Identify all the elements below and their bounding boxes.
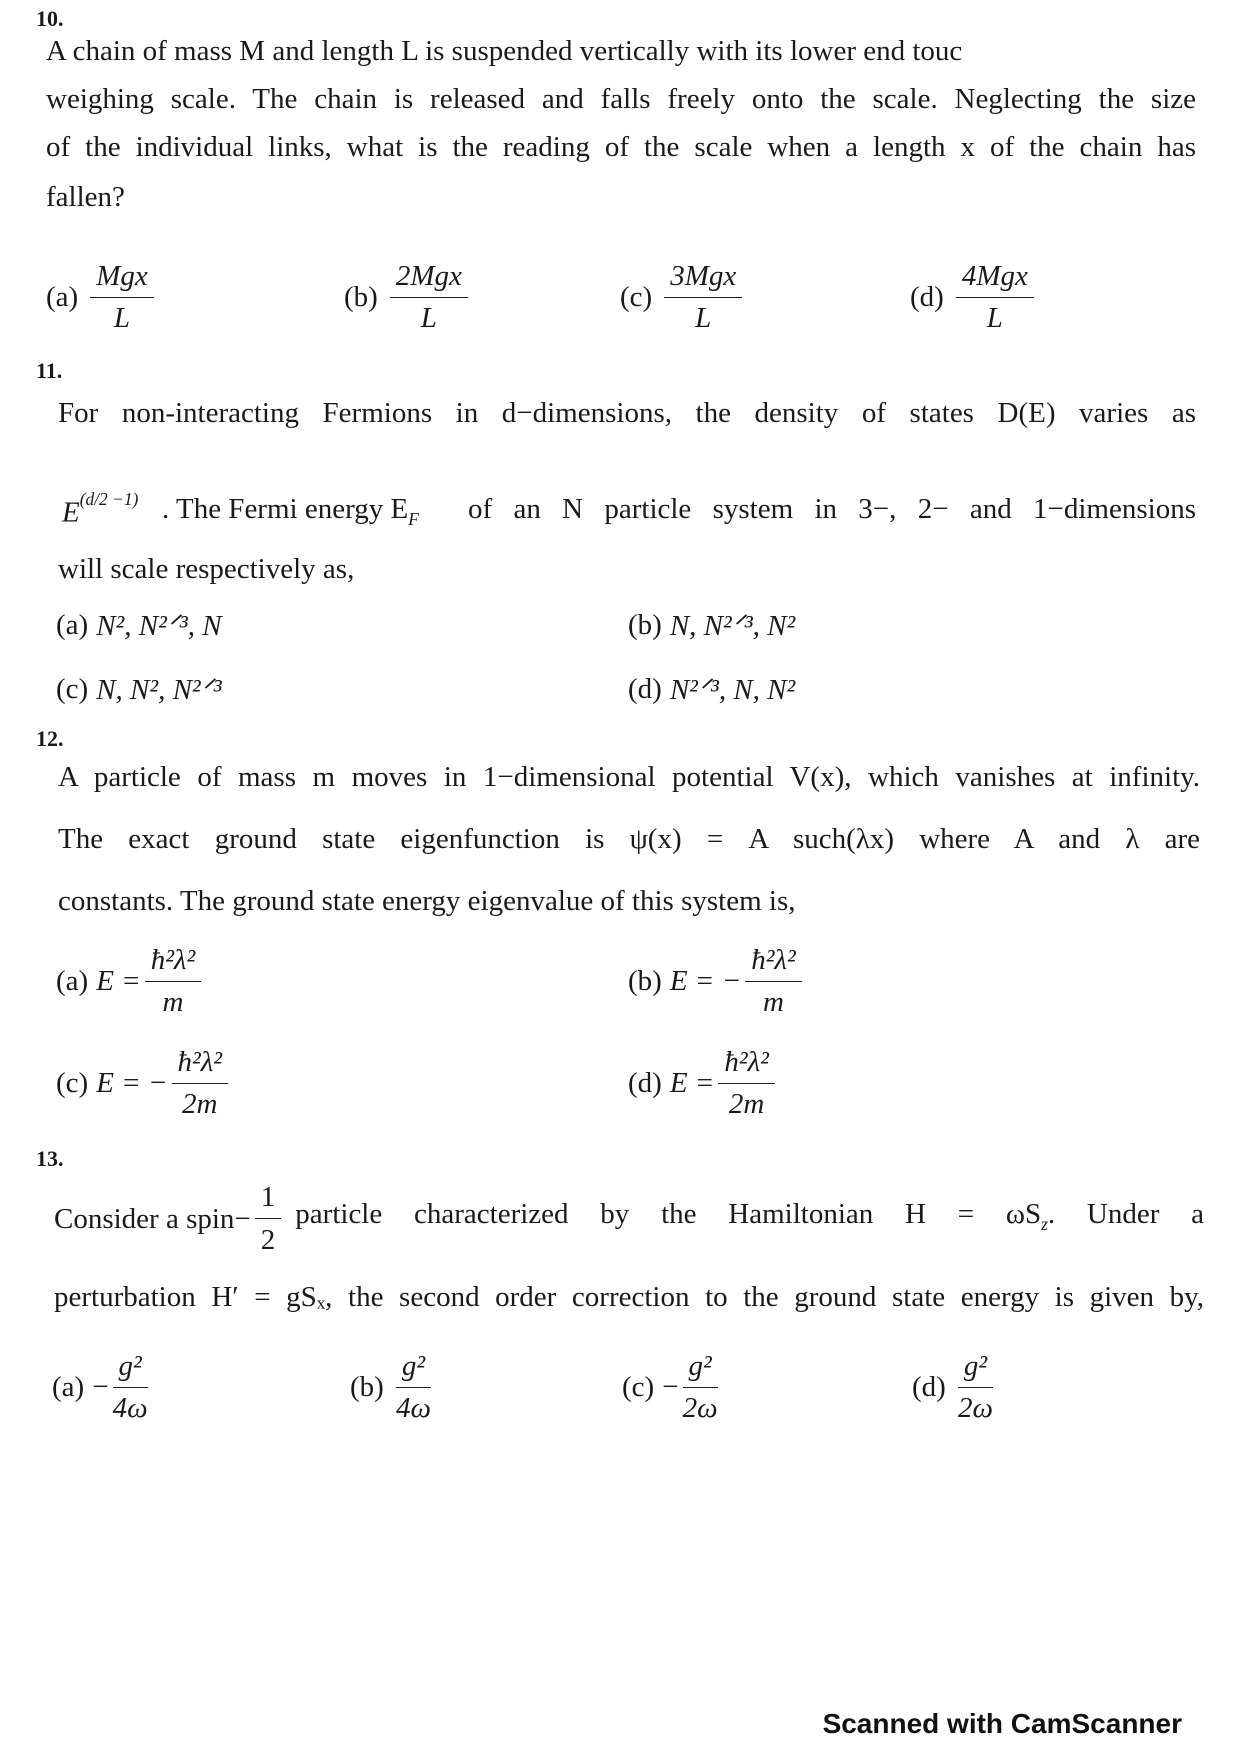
option-b	[628, 944, 806, 1019]
fraction	[745, 944, 801, 1019]
fraction	[113, 1350, 148, 1425]
option-prefix: E = −	[669, 965, 742, 997]
option-text: N, N², N²ᐟ³	[96, 674, 222, 706]
numerator: ħ²λ²	[718, 1046, 774, 1084]
fraction	[956, 260, 1034, 335]
option-prefix: E =	[669, 1067, 715, 1099]
option-label: (d)	[910, 281, 944, 313]
text-fragment	[295, 1197, 1204, 1241]
option-label: (b)	[628, 609, 662, 641]
scanner-watermark: Scanned with CamScanner	[822, 1708, 1182, 1739]
numerator: 2Mgx	[390, 260, 468, 298]
option-text: N, N²ᐟ³, N²	[669, 610, 796, 642]
denominator: L	[986, 302, 1003, 334]
option-b	[344, 260, 472, 335]
fraction	[683, 1350, 718, 1425]
question-text-line	[162, 492, 419, 536]
numerator: g²	[113, 1350, 148, 1388]
option-text: N²ᐟ³, N, N²	[669, 674, 796, 706]
option-b	[628, 608, 795, 643]
numerator: ħ²λ²	[745, 944, 801, 982]
question-text-line: of the individual links, what is the reading of the scale when a length x of the chain has	[46, 131, 1196, 163]
numerator: g²	[396, 1350, 431, 1388]
option-d	[912, 1350, 997, 1425]
text-part: . Under a	[1047, 1197, 1205, 1230]
denominator: 4ω	[112, 1392, 148, 1424]
fraction	[664, 260, 742, 335]
question-text-line: The exact ground state eigenfunction is ψ(x) = A such(λx) where A and λ are	[58, 823, 1200, 855]
fraction	[958, 1350, 993, 1425]
option-label: (d)	[628, 673, 662, 705]
numerator: ħ²λ²	[145, 944, 201, 982]
numerator: 1	[255, 1180, 282, 1219]
denominator: 2	[260, 1224, 276, 1256]
denominator: 4ω	[395, 1392, 431, 1424]
option-prefix: −	[662, 1371, 679, 1403]
fraction	[396, 1350, 431, 1425]
e-base: E	[62, 496, 80, 529]
option-c	[622, 1350, 722, 1425]
option-b	[350, 1350, 435, 1425]
fraction	[90, 260, 154, 335]
question-text-line: fallen?	[46, 181, 125, 213]
text-fragment: . The Fermi energy E	[162, 493, 409, 525]
question-text-line: constants. The ground state energy eigenvalue of this system is,	[58, 885, 796, 917]
option-label: (a)	[56, 965, 89, 997]
denominator: 2m	[728, 1088, 765, 1120]
numerator: 4Mgx	[956, 260, 1034, 298]
question-text-line: A particle of mass m moves in 1−dimensional potential V(x), which vanishes at infinity.	[58, 761, 1200, 793]
option-a	[56, 944, 205, 1019]
option-label: (a)	[56, 609, 89, 641]
option-a	[52, 1350, 152, 1425]
option-label: (d)	[912, 1371, 946, 1403]
text-fragment: Consider a spin−	[54, 1202, 251, 1235]
math-expression	[62, 488, 138, 530]
option-c	[56, 1046, 232, 1121]
option-label: (d)	[628, 1067, 662, 1099]
fraction	[390, 260, 468, 335]
option-label: (b)	[350, 1371, 384, 1403]
option-d	[628, 1046, 779, 1121]
option-a	[56, 608, 222, 643]
option-label: (c)	[56, 673, 89, 705]
question-text-line: will scale respectively as,	[58, 553, 355, 585]
question-text-line	[54, 1180, 1204, 1257]
e-exponent: (d/2 −1)	[79, 489, 139, 509]
option-d	[628, 672, 795, 707]
denominator: m	[162, 986, 184, 1018]
subscript: F	[408, 508, 419, 529]
denominator: m	[762, 986, 784, 1018]
option-label: (a)	[46, 281, 79, 313]
fraction	[145, 944, 201, 1019]
question-number: 13.	[36, 1146, 64, 1171]
question-number: 12.	[36, 726, 64, 751]
denominator: L	[420, 302, 437, 334]
option-text: N², N²ᐟ³, N	[96, 610, 222, 642]
question-text-line: For non-interacting Fermions in d−dimensions, the density of states D(E) varies as	[58, 397, 1196, 429]
numerator: g²	[683, 1350, 718, 1388]
numerator: Mgx	[90, 260, 154, 298]
option-label: (a)	[52, 1371, 85, 1403]
option-c	[56, 672, 222, 707]
denominator: 2ω	[957, 1392, 993, 1424]
option-a	[46, 260, 158, 335]
question-text-line: perturbation H′ = gSₓ, the second order correction to the ground state energy is given by,	[54, 1281, 1204, 1313]
question-number: 11.	[36, 358, 63, 383]
denominator: L	[113, 302, 131, 334]
question-text-line: weighing scale. The chain is released and falls freely onto the scale. Neglecting the size	[46, 83, 1196, 115]
denominator: 2ω	[682, 1392, 718, 1424]
fraction	[718, 1046, 774, 1121]
fraction	[172, 1046, 228, 1121]
option-label: (b)	[344, 281, 378, 313]
numerator: ħ²λ²	[172, 1046, 228, 1084]
denominator: 2m	[182, 1088, 218, 1120]
numerator: 3Mgx	[664, 260, 742, 298]
subscript: z	[1041, 1213, 1048, 1234]
question-text-line: of an N particle system in 3−, 2− and 1−dimensions	[468, 493, 1196, 525]
numerator: g²	[958, 1350, 993, 1388]
text-part: particle characterized by the Hamiltonian H = ωS	[295, 1197, 1042, 1230]
option-prefix: E = −	[96, 1067, 168, 1099]
option-prefix: E =	[96, 965, 141, 997]
question-text-line: A chain of mass M and length L is suspended vertically with its lower end touc	[46, 35, 963, 67]
option-label: (c)	[620, 281, 653, 313]
option-label: (b)	[628, 965, 662, 997]
option-d	[910, 260, 1038, 335]
question-number: 10.	[36, 6, 64, 31]
option-prefix: −	[92, 1371, 109, 1403]
option-label: (c)	[622, 1371, 655, 1403]
option-c	[620, 260, 746, 335]
fraction	[255, 1180, 282, 1257]
denominator: L	[695, 302, 712, 334]
option-label: (c)	[56, 1067, 89, 1099]
